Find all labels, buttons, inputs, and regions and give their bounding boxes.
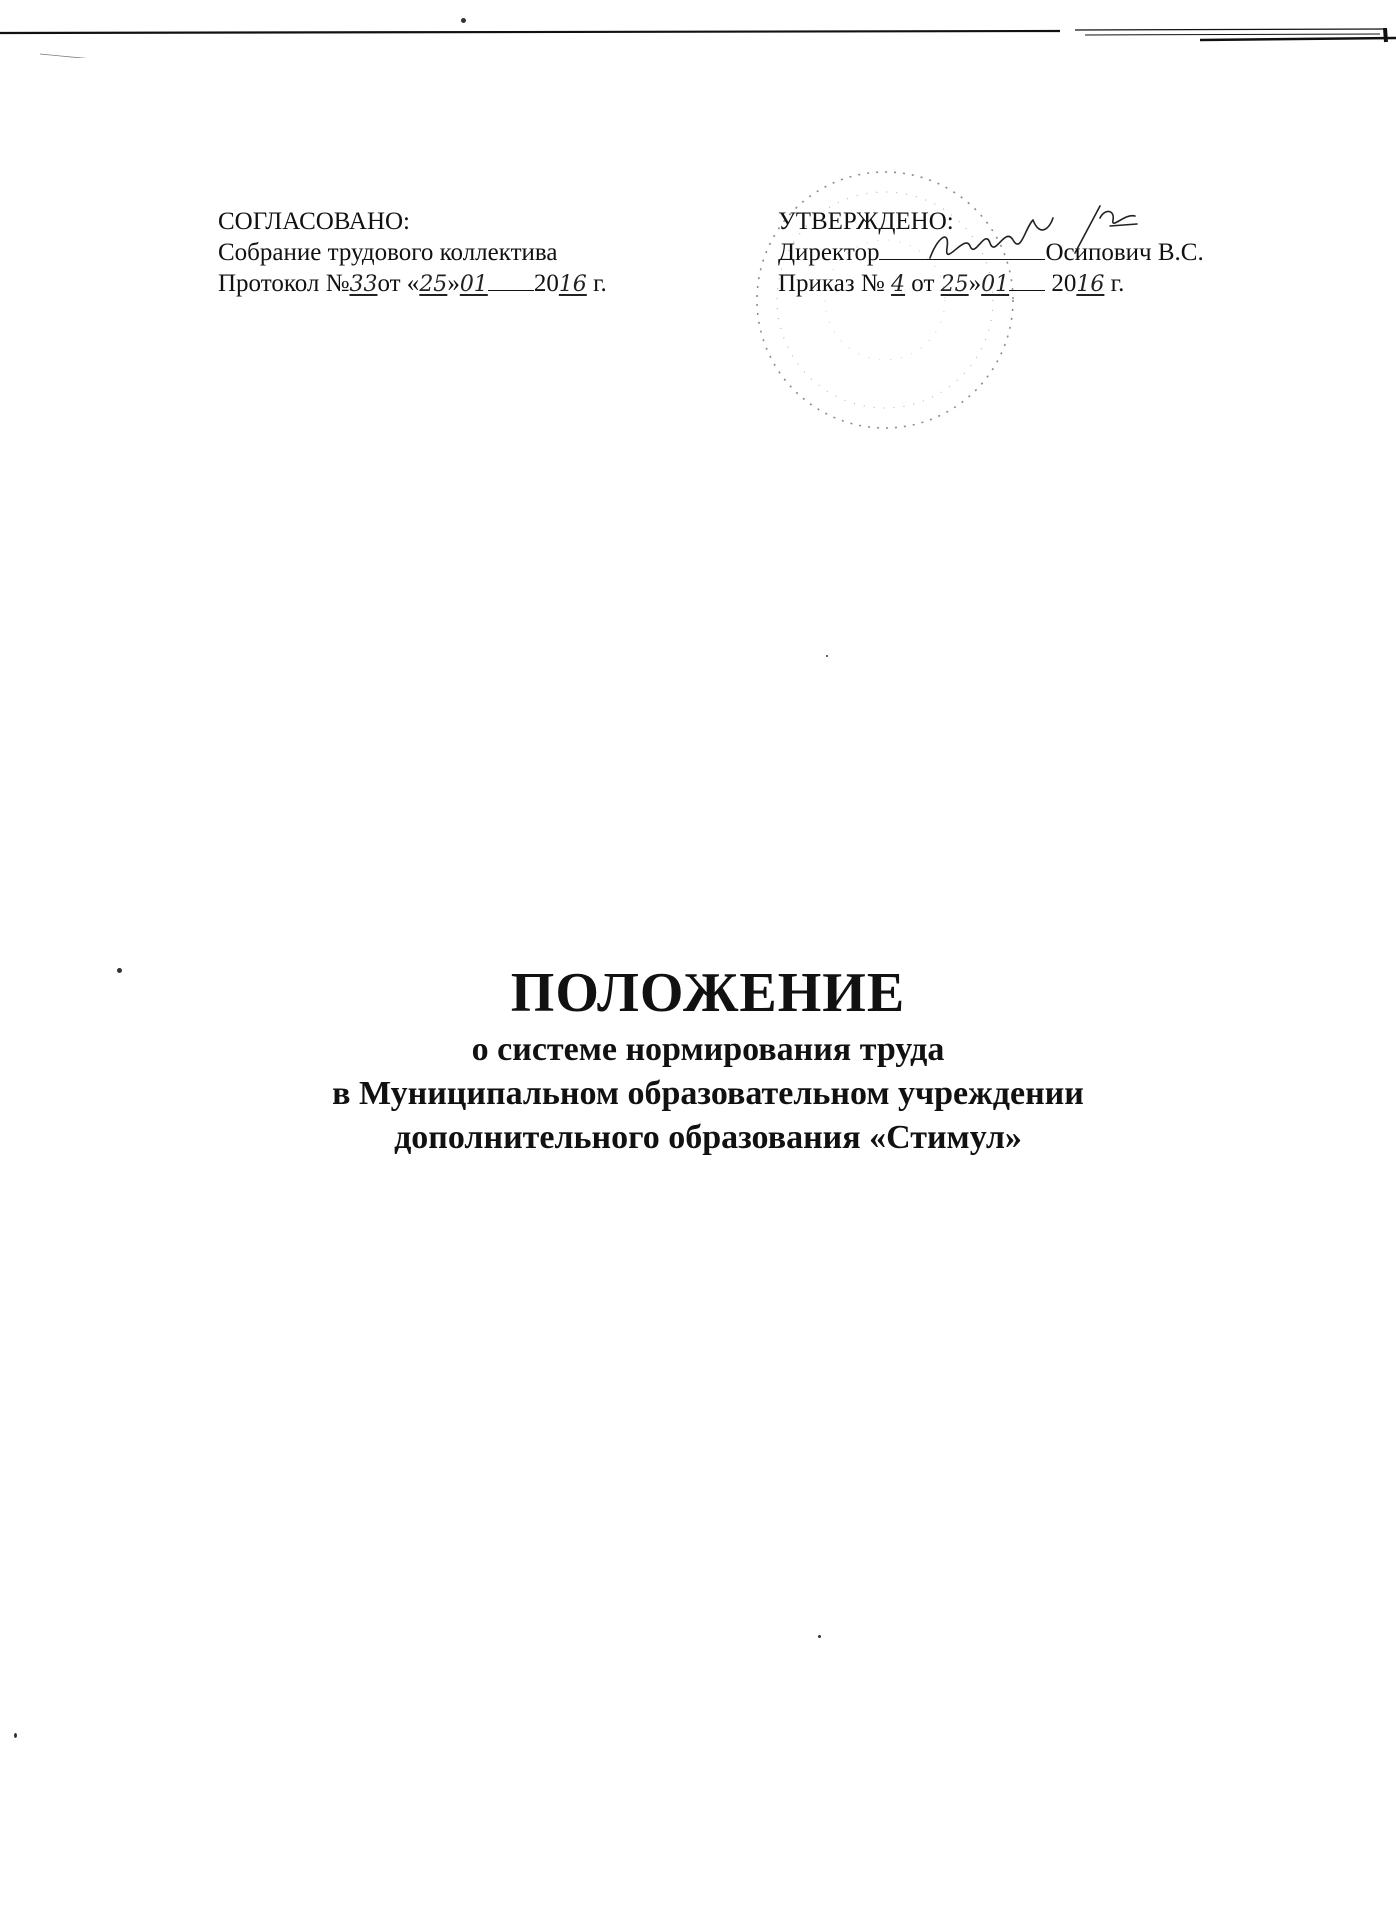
agreed-heading: СОГЛАСОВАНО: [218,208,411,235]
protocol-from-label: от « [377,270,420,297]
order-year-prefix: 20 [1045,270,1077,297]
protocol-year-suffix: г. [586,270,607,297]
stamp-seal [735,150,1035,450]
scan-speck [14,1733,17,1738]
document-title-block [0,958,1396,1160]
approved-order-line [778,268,1204,299]
order-number-handwritten: 4 [891,272,906,297]
agreed-body: Собрание трудового коллектива [218,239,558,266]
agreed-protocol-line [218,268,607,299]
protocol-label: Протокол № [218,270,350,297]
protocol-quote-close: » [447,270,460,297]
approved-block [778,206,1204,299]
scan-speck [818,1635,821,1638]
order-month-blank [1009,268,1045,291]
order-year-handwritten: 16 [1076,272,1105,297]
order-quote-close: » [968,270,982,297]
protocol-number-handwritten: 33 [349,272,378,297]
order-label: Приказ № [778,270,892,297]
protocol-day-handwritten: 25 [419,272,448,297]
protocol-month-handwritten: 01 [459,272,488,297]
protocol-month-blank [488,268,534,291]
signature-blank [879,237,1045,260]
document-subtitle-line-1: о системе нормирования труда [471,1031,945,1068]
scan-speck [826,655,828,657]
scan-edge-line [0,28,1396,58]
agreed-block [218,206,607,299]
protocol-year-prefix: 20 [533,270,559,297]
order-month-handwritten: 01 [981,272,1010,297]
approved-director-line [778,237,1204,268]
document-title: ПОЛОЖЕНИЕ [510,962,906,1024]
director-name: Осипович В.С. [1045,239,1204,266]
protocol-year-handwritten: 16 [558,272,587,297]
order-year-suffix: г. [1104,270,1125,297]
scan-speck [461,18,466,23]
director-label: Директор [778,239,880,266]
approved-heading: УТВЕРЖДЕНО: [778,208,954,235]
order-day-handwritten: 25 [940,272,969,297]
document-subtitle-line-3: дополнительного образования «Стимул» [394,1119,1022,1156]
document-subtitle-line-2: в Муниципальном образовательном учреждении [332,1075,1084,1112]
order-from-label: от [905,270,941,297]
